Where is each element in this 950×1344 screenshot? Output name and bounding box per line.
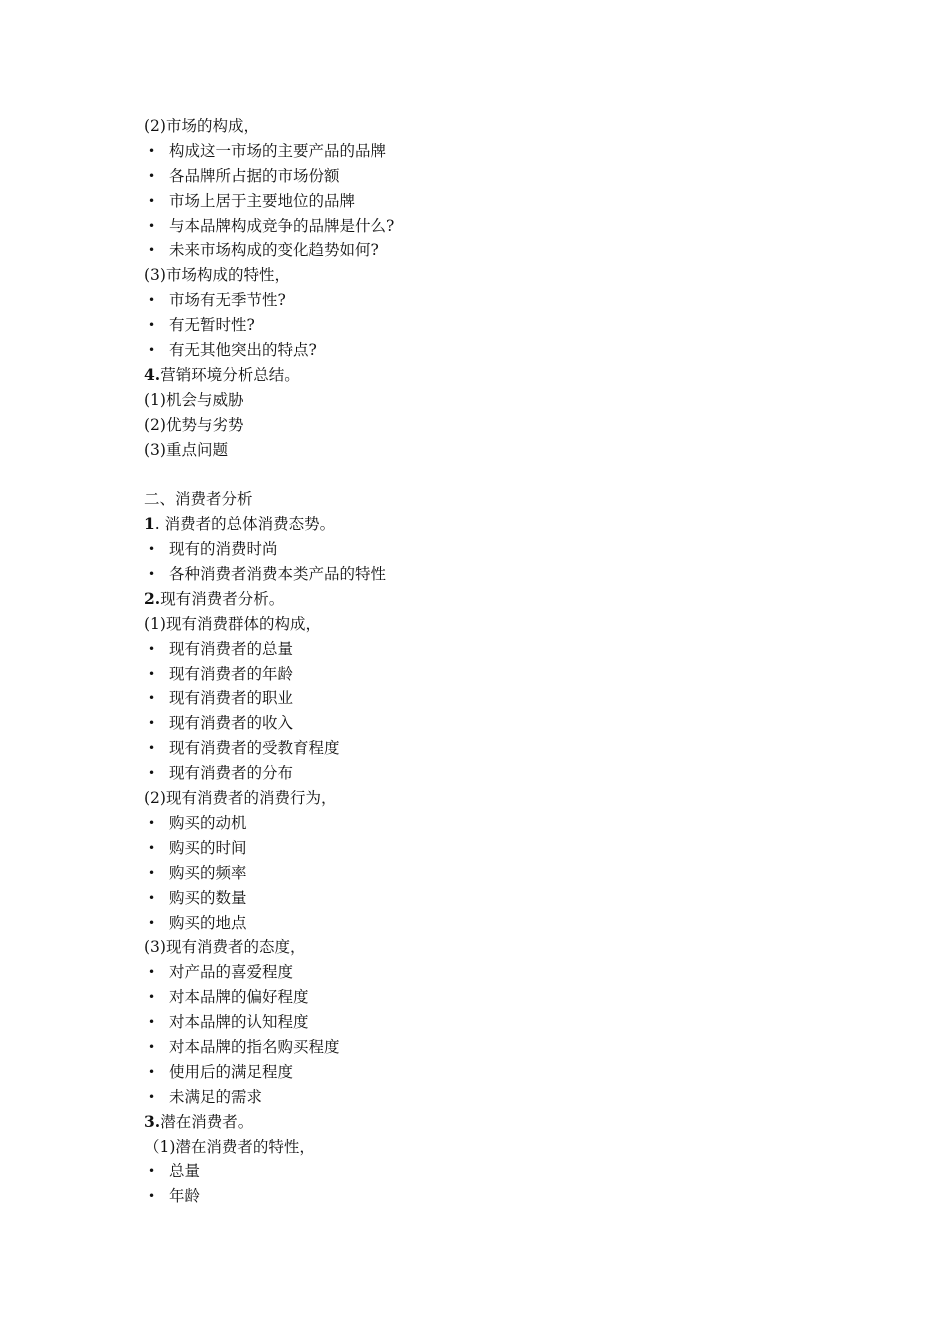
text-line: (1)现有消费群体的构成， [144, 614, 321, 633]
bullet-icon: • [148, 990, 156, 1005]
bullet-item [144, 686, 844, 711]
bullet-icon: • [148, 567, 156, 582]
section-heading [144, 363, 844, 388]
bullet-icon: • [148, 1015, 156, 1030]
bullet-text: 总量 [169, 1162, 201, 1181]
text-line: （1)潜在消费者的特性， [144, 1137, 315, 1156]
text-line: (3)现有消费者的态度， [144, 938, 306, 957]
bullet-item [144, 761, 844, 786]
bullet-icon: • [148, 666, 156, 681]
bullet-item [144, 811, 844, 836]
bullet-icon: • [148, 691, 156, 706]
bullet-item [144, 1035, 844, 1060]
bullet-item [144, 313, 844, 338]
bullet-icon: • [148, 143, 156, 158]
bullet-text: 现有消费者的总量 [169, 639, 294, 658]
heading-text: 潜在消费者。 [160, 1112, 254, 1131]
bullet-text: 现有消费者的受教育程度 [169, 739, 340, 758]
bullet-text: 对本品牌的偏好程度 [169, 988, 309, 1007]
bullet-icon: • [148, 1089, 156, 1104]
bullet-icon: • [148, 741, 156, 756]
bullet-text: 购买的地点 [169, 913, 247, 932]
bullet-icon: • [148, 641, 156, 656]
bullet-item [144, 562, 844, 587]
heading-number: 1 [144, 514, 155, 534]
bullet-text: 市场上居于主要地位的品牌 [169, 191, 356, 210]
bullet-item [144, 1060, 844, 1085]
bullet-item [144, 861, 844, 886]
bullet-icon: • [148, 1189, 156, 1204]
bullet-icon: • [148, 542, 156, 557]
bullet-icon: • [148, 193, 156, 208]
bullet-item [144, 637, 844, 662]
bullet-item [144, 164, 844, 189]
bullet-icon: • [148, 716, 156, 731]
bullet-item [144, 836, 844, 861]
section-heading [144, 587, 844, 612]
bullet-item [144, 711, 844, 736]
bullet-item [144, 189, 844, 214]
bullet-item [144, 1085, 844, 1110]
section-heading [144, 1110, 844, 1135]
bullet-text: 未满足的需求 [169, 1087, 263, 1106]
heading-text: 现有消费者分析。 [160, 589, 285, 608]
bullet-icon: • [148, 815, 156, 830]
bullet-text: 购买的频率 [169, 863, 247, 882]
bullet-icon: • [148, 243, 156, 258]
bullet-text: 使用后的满足程度 [169, 1062, 294, 1081]
bullet-icon: • [148, 218, 156, 233]
bullet-text: 现有消费者的收入 [169, 714, 294, 733]
bullet-icon: • [148, 318, 156, 333]
bullet-text: 有无其他突出的特点? [169, 341, 317, 360]
text-line: (3)重点问题 [144, 440, 228, 459]
bullet-item [144, 537, 844, 562]
bullet-text: 购买的时间 [169, 838, 247, 857]
bullet-icon: • [148, 965, 156, 980]
bullet-icon: • [148, 915, 156, 930]
bullet-text: 与本品牌构成竞争的品牌是什么? [169, 216, 395, 235]
bullet-item [144, 886, 844, 911]
bullet-icon: • [148, 1064, 156, 1079]
bullet-icon: • [148, 766, 156, 781]
bullet-text: 现有消费者的年龄 [169, 664, 294, 683]
document-page [144, 114, 844, 1209]
text-line: 二、消费者分析 [144, 490, 253, 509]
bullet-text: 现有的消费时尚 [169, 540, 278, 559]
bullet-icon: • [148, 890, 156, 905]
bullet-text: 购买的数量 [169, 888, 247, 907]
heading-number: 2. [144, 588, 161, 608]
bullet-text: 未来市场构成的变化趋势如何? [169, 241, 379, 260]
bullet-text: 构成这一市场的主要产品的品牌 [169, 141, 387, 160]
bullet-text: 年龄 [169, 1187, 201, 1206]
bullet-item [144, 1010, 844, 1035]
bullet-item [144, 1159, 844, 1184]
bullet-text: 对本品牌的指名购买程度 [169, 1037, 340, 1056]
bullet-item [144, 960, 844, 985]
text-line: (2)优势与劣势 [144, 415, 244, 434]
heading-number: 4. [144, 364, 161, 384]
blank-line [144, 462, 844, 487]
bullet-icon: • [148, 865, 156, 880]
bullet-item [144, 911, 844, 936]
bullet-icon: • [148, 168, 156, 183]
bullet-icon: • [148, 1039, 156, 1054]
bullet-item [144, 238, 844, 263]
bullet-icon: • [148, 293, 156, 308]
bullet-text: 购买的动机 [169, 813, 247, 832]
bullet-text: 现有消费者的职业 [169, 689, 294, 708]
heading-text: 营销环境分析总结。 [160, 365, 300, 384]
text-line: (3)市场构成的特性， [144, 266, 290, 285]
bullet-text: 各品牌所占据的市场份额 [169, 166, 340, 185]
bullet-item [144, 288, 844, 313]
bullet-text: 对本品牌的认知程度 [169, 1013, 309, 1032]
bullet-item [144, 985, 844, 1010]
heading-text: . 消费者的总体消费态势。 [154, 515, 336, 534]
bullet-text: 各种消费者消费本类产品的特性 [169, 565, 387, 584]
bullet-item [144, 736, 844, 761]
text-line: (2)市场的构成， [144, 117, 259, 135]
bullet-item [144, 139, 844, 164]
bullet-icon: • [148, 343, 156, 358]
section-heading [144, 512, 844, 537]
bullet-text: 现有消费者的分布 [169, 764, 294, 783]
bullet-icon: • [148, 840, 156, 855]
bullet-item [144, 338, 844, 363]
bullet-text: 对产品的喜爱程度 [169, 963, 294, 982]
bullet-text: 有无暂时性? [169, 316, 255, 335]
bullet-text: 市场有无季节性? [169, 291, 286, 310]
text-line: (1)机会与威胁 [144, 390, 244, 409]
text-line: (2)现有消费者的消费行为， [144, 789, 337, 808]
bullet-item [144, 662, 844, 687]
heading-number: 3. [144, 1111, 161, 1131]
bullet-item [144, 214, 844, 239]
bullet-icon: • [148, 1164, 156, 1179]
bullet-item [144, 1184, 844, 1209]
